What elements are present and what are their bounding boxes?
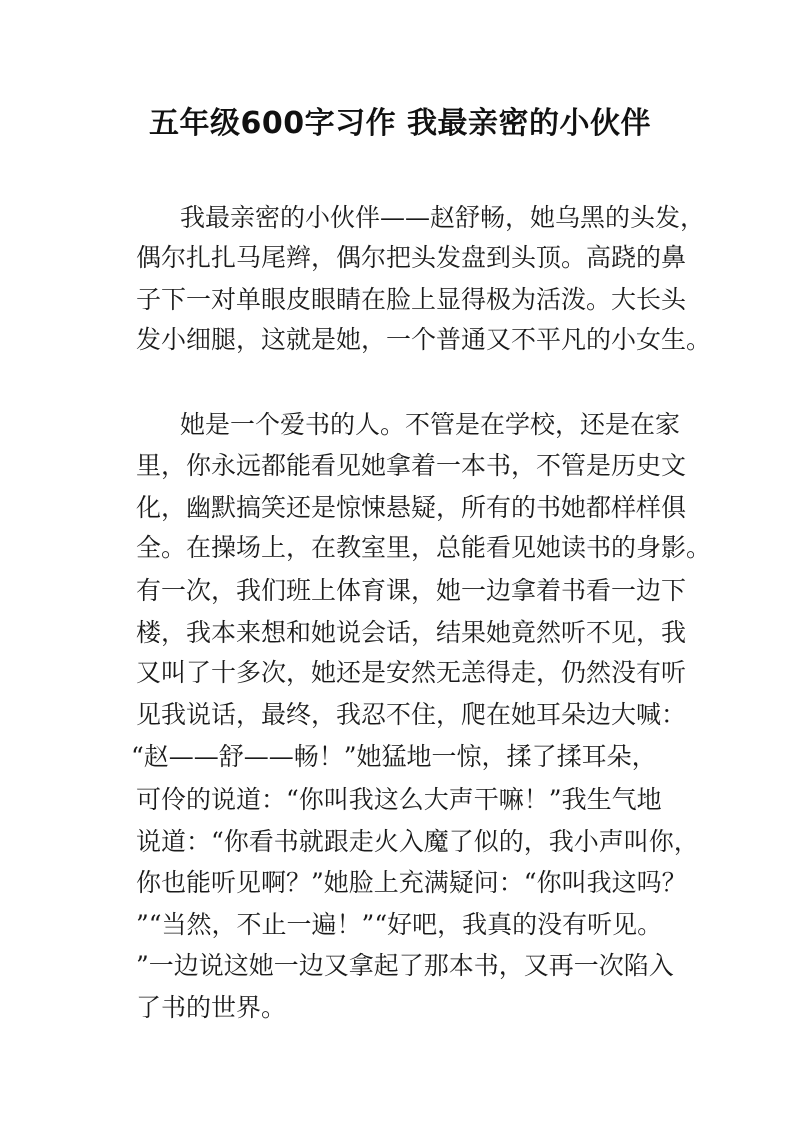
paragraph-2-line-5: 有一次，我们班上体育课，她一边拿着书看一边下 (136, 576, 687, 605)
paragraph-2-line-14: ”一边说这她一边又拿起了那本书，又再一次陷入 (136, 951, 674, 980)
paragraph-2-line-12: 你也能听见啊？”她脸上充满疑问：“你叫我这吗？ (136, 868, 687, 897)
paragraph-1-line-3: 子下一对单眼皮眼睛在脸上显得极为活泼。大长头 (136, 285, 687, 314)
paragraph-2-line-3: 化，幽默搞笑还是惊悚悬疑，所有的书她都样样俱 (136, 493, 687, 522)
paragraph-1-line-4: 发小细腿，这就是她，一个普通又不平凡的小女生。 (136, 325, 712, 354)
paragraph-2-line-7: 又叫了十多次，她还是安然无恙得走，仍然没有听 (136, 658, 687, 687)
paragraph-2-line-8: 见我说话，最终，我忍不住，爬在她耳朵边大喊： (136, 700, 687, 729)
paragraph-2-line-15: 了书的世界。 (136, 993, 287, 1022)
paragraph-2-line-11: 说道：“你看书就跟走火入魔了似的，我小声叫你， (136, 827, 699, 856)
paragraph-1-line-2: 偶尔扎扎马尾辫，偶尔把头发盘到头顶。高跷的鼻 (136, 243, 687, 272)
paragraph-2-line-1: 她是一个爱书的人。不管是在学校，还是在家 (180, 410, 681, 439)
paragraph-2-line-6: 楼，我本来想和她说会话，结果她竟然听不见，我 (136, 618, 687, 647)
essay-title: 五年级600字习作 我最亲密的小伙伴 (148, 106, 652, 141)
paragraph-2-line-4: 全。在操场上，在教室里，总能看见她读书的身影。 (136, 533, 712, 562)
paragraph-1-line-1: 我最亲密的小伙伴——赵舒畅，她乌黑的头发， (180, 203, 706, 232)
paragraph-2-line-9: “赵——舒——畅！”她猛地一惊，揉了揉耳朵， (131, 742, 657, 771)
paragraph-2-line-2: 里，你永远都能看见她拿着一本书，不管是历史文 (136, 451, 687, 480)
paragraph-2-line-13: ”“当然，不止一遍！”“好吧，我真的没有听见。 (136, 910, 663, 939)
paragraph-2-line-10: 可伶的说道：“你叫我这么大声干嘛！”我生气地 (136, 785, 662, 814)
